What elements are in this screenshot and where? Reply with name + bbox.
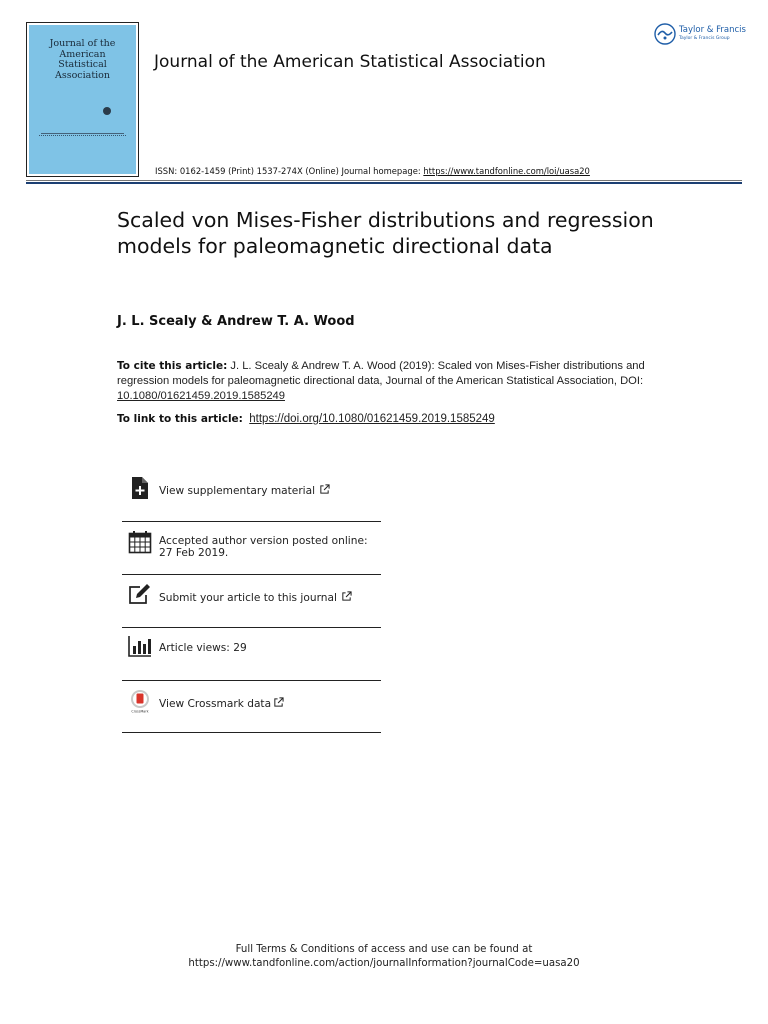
- bar-chart-icon: [128, 634, 152, 658]
- accepted-row: [122, 522, 381, 575]
- cover-title: Journal of the American Statistical Association: [49, 38, 116, 81]
- submit-row[interactable]: [122, 575, 381, 628]
- cover-divider: [41, 133, 124, 134]
- terms-footer: [0, 943, 768, 971]
- journal-homepage-link[interactable]: https://www.tandfonline.com/loi/uasa20: [423, 166, 590, 176]
- publisher-name: Taylor & Francis: [679, 25, 746, 35]
- file-plus-icon: [128, 476, 152, 500]
- supplementary-row[interactable]: [122, 468, 381, 522]
- cover-footer-rule: [39, 135, 126, 138]
- issn-text: ISSN: 0162-1459 (Print) 1537-274X (Online) Journal homepage:: [155, 166, 424, 176]
- citation-block: [117, 359, 677, 404]
- journal-title: Journal of the American Statistical Association: [154, 52, 546, 72]
- crossmark-badge-label: CrossMark: [131, 709, 149, 713]
- publisher-logo-icon: [654, 23, 676, 45]
- article-link-line: [117, 413, 495, 425]
- accepted-version-text: Accepted author version posted online: 27 Feb 2019.: [159, 535, 368, 559]
- citation-doi-link[interactable]: 10.1080/01621459.2019.1585249: [117, 390, 285, 402]
- external-link-icon: [341, 591, 352, 602]
- supplementary-link[interactable]: [159, 484, 330, 497]
- header-rule-thin: [26, 180, 742, 181]
- journal-cover: [26, 22, 139, 177]
- external-link-icon: [273, 697, 284, 708]
- crossmark-label: View Crossmark data: [159, 698, 272, 710]
- calendar-icon: [128, 530, 152, 554]
- article-authors: J. L. Scealy & Andrew T. A. Wood: [117, 314, 355, 329]
- supplementary-label: View supplementary material: [159, 485, 316, 497]
- article-link-label: To link to this article:: [117, 413, 243, 425]
- edit-icon: [128, 583, 152, 607]
- header-rule-blue: [26, 182, 742, 184]
- crossmark-icon: [128, 689, 152, 713]
- crossmark-row[interactable]: [122, 681, 381, 733]
- citation-label: To cite this article:: [117, 360, 228, 372]
- article-views: Article views: 29: [159, 642, 247, 654]
- article-title: Scaled von Mises-Fisher distributions and regression models for paleomagnetic directional data: [117, 208, 654, 258]
- article-doi-link[interactable]: https://doi.org/10.1080/01621459.2019.1585249: [249, 413, 495, 425]
- external-link-icon: [319, 484, 330, 495]
- journal-cover-art: [29, 25, 136, 174]
- article-info-panel: [122, 468, 381, 733]
- terms-url[interactable]: https://www.tandfonline.com/action/journalInformation?journalCode=uasa20: [188, 958, 580, 969]
- submit-article-label: Submit your article to this journal: [159, 592, 337, 604]
- terms-line: Full Terms & Conditions of access and use can be found at: [235, 944, 533, 955]
- views-row: [122, 628, 381, 681]
- issn-line: [155, 166, 590, 176]
- cover-seal-icon: [103, 107, 111, 115]
- citation-text: J. L. Scealy & Andrew T. A. Wood (2019): Scaled von Mises-Fisher distributions and regression models for paleomagnetic directional data, Journal of the American Statistical Association, DOI:: [117, 360, 645, 387]
- crossmark-link[interactable]: [159, 697, 284, 710]
- submit-article-link[interactable]: [159, 591, 352, 604]
- publisher-group: Taylor & Francis Group: [679, 36, 730, 41]
